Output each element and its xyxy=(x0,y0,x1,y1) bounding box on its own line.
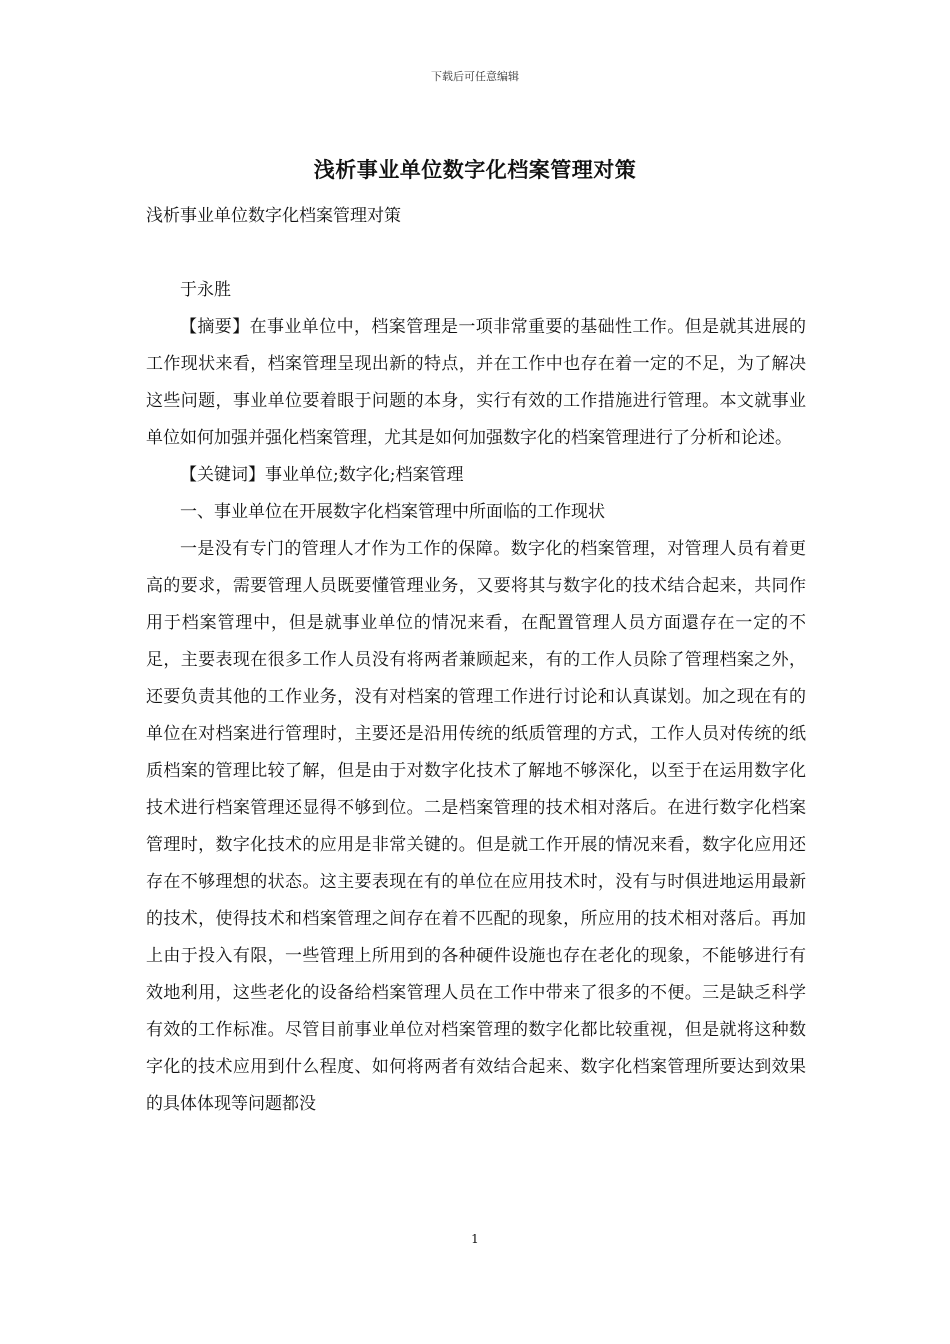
body-paragraph: 一是没有专门的管理人才作为工作的保障。数字化的档案管理，对管理人员有着更高的要求，需要管理人员既要懂管理业务，又要将其与数字化的技术结合起来，共同作用于档案管理中，但是就事业单位的情况来看，在配置管理人员方面還存在一定的不足，主要表现在很多工作人员没有将两者兼顾起来，有的工作人员除了管理档案之外，还要负责其他的工作业务，没有对档案的管理工作进行讨论和认真谋划。加之现在有的单位在对档案进行管理时，主要还是沿用传统的纸质管理的方式，工作人员对传统的纸质档案的管理比较了解，但是由于对数字化技术了解地不够深化，以至于在运用数字化技术进行档案管理还显得不够到位。二是档案管理的技术相对落后。在进行数字化档案管理时，数字化技术的应用是非常关键的。但是就工作开展的情况来看，数字化应用还存在不够理想的状态。这主要表现在有的单位在应用技术时，没有与时俱进地运用最新的技术，使得技术和档案管理之间存在着不匹配的现象，所应用的技术相对落后。再加上由于投入有限，一些管理上所用到的各种硬件设施也存在老化的现象，不能够进行有效地利用，这些老化的设备给档案管理人员在工作中带来了很多的不便。三是缺乏科学有效的工作标准。尽管目前事业单位对档案管理的数字化都比较重视，但是就将这种数字化的技术应用到什么程度、如何将两者有效结合起来、数字化档案管理所要达到效果的具体体现等问题都没 xyxy=(146,539,806,1114)
document-body xyxy=(146,272,806,1123)
header-note: 下载后可任意编辑 xyxy=(431,70,519,83)
abstract-paragraph: 【摘要】在事业单位中，档案管理是一项非常重要的基础性工作。但是就其进展的工作现状来看，档案管理呈现出新的特点，并在工作中也存在着一定的不足，为了解决这些问题，事业单位要着眼于问题的本身，实行有效的工作措施进行管理。本文就事业单位如何加强并强化档案管理，尤其是如何加强数字化的档案管理进行了分析和论述。 xyxy=(146,317,806,448)
document-title: 浅析事业单位数字化档案管理对策 xyxy=(313,157,637,182)
author-line: 于永胜 xyxy=(180,280,231,300)
page-number: 1 xyxy=(471,1232,479,1246)
section-heading: 一、事业单位在开展数字化档案管理中所面临的工作现状 xyxy=(180,502,605,522)
keywords-paragraph: 【关键词】事业单位;数字化;档案管理 xyxy=(180,465,464,485)
document-subtitle: 浅析事业单位数字化档案管理对策 xyxy=(146,206,401,226)
